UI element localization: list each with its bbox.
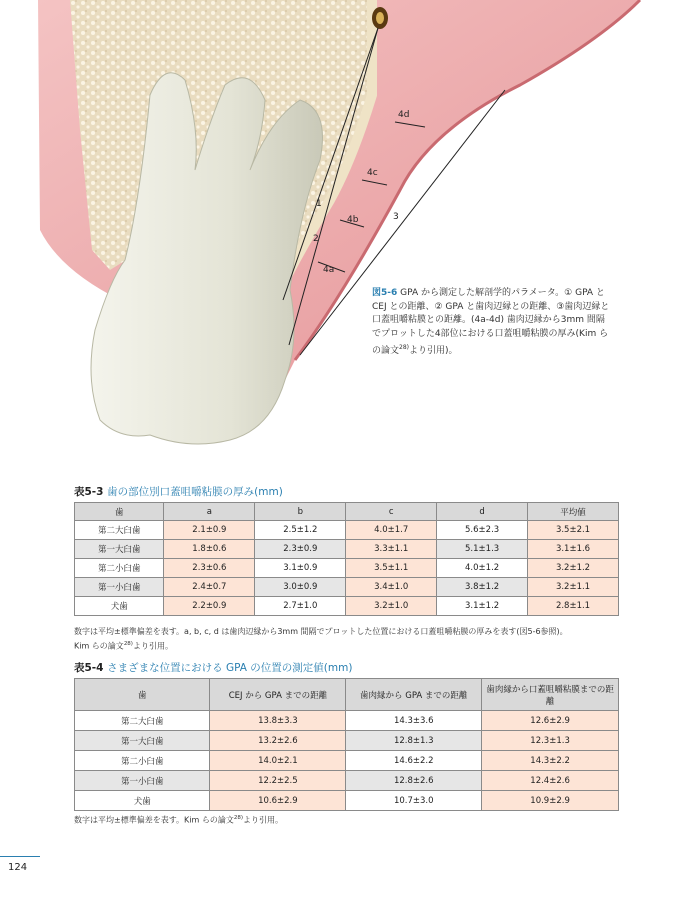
- table-cell: 14.3±3.6: [346, 711, 482, 731]
- table-cell: 12.3±1.3: [482, 731, 619, 751]
- table-row: [75, 791, 619, 811]
- table-row: [75, 711, 619, 731]
- table-cell: 犬歯: [75, 791, 210, 811]
- table-cell: 14.0±2.1: [210, 751, 346, 771]
- table1-header: 平均値: [528, 503, 619, 521]
- table-cell: 3.4±1.0: [346, 578, 437, 597]
- table-cell: 第一小臼歯: [75, 578, 164, 597]
- page-number: 124: [8, 862, 28, 873]
- table-cell: 13.2±2.6: [210, 731, 346, 751]
- table-cell: 2.8±1.1: [528, 597, 619, 616]
- table-cell: 5.1±1.3: [437, 540, 528, 559]
- table-cell: 4.0±1.2: [437, 559, 528, 578]
- table-cell: 第一小臼歯: [75, 771, 210, 791]
- table-cell: 2.4±0.7: [164, 578, 255, 597]
- label-4b: 4b: [347, 215, 359, 225]
- table-cell: 5.6±2.3: [437, 521, 528, 540]
- table-cell: 3.1±1.6: [528, 540, 619, 559]
- table-cell: 2.1±0.9: [164, 521, 255, 540]
- table2-note: 数字は平均±標準偏差を表す。Kim らの論文$^{28)}$より引用。: [74, 815, 284, 825]
- table1: [74, 502, 619, 616]
- table-cell: 犬歯: [75, 597, 164, 616]
- table-cell: 14.3±2.2: [482, 751, 619, 771]
- table-cell: 4.0±1.7: [346, 521, 437, 540]
- table-cell: 10.9±2.9: [482, 791, 619, 811]
- table2: [74, 678, 619, 811]
- table2-title: さまざまな位置における GPA の位置の測定値(mm): [107, 662, 353, 674]
- figure-caption: [372, 287, 612, 359]
- table-cell: 1.8±0.6: [164, 540, 255, 559]
- table-cell: 第二小臼歯: [75, 751, 210, 771]
- table-cell: 第一大臼歯: [75, 731, 210, 751]
- table-cell: 2.3±0.9: [255, 540, 346, 559]
- table-cell: 2.2±0.9: [164, 597, 255, 616]
- table-cell: 10.6±2.9: [210, 791, 346, 811]
- table-cell: 3.3±1.1: [346, 540, 437, 559]
- table1-header: c: [346, 503, 437, 521]
- label-4c: 4c: [367, 168, 378, 178]
- caption-ref: 28): [399, 344, 409, 351]
- table-cell: 第二大臼歯: [75, 711, 210, 731]
- caption-text: GPA から測定した解剖学的パラメータ。① GPA と CEJ との距離、② GPA と歯肉辺縁との距離、③歯肉辺縁と口蓋咀嚼粘膜との距離。(4a-4d) 歯肉辺縁から3mm 間隔でプロットした4部位における口蓋咀嚼粘膜の厚み(Kim らの論文: [372, 288, 610, 356]
- table-row: [75, 751, 619, 771]
- table-row: [75, 521, 619, 540]
- table1-number: 表5-3: [74, 486, 104, 498]
- table2-header: CEJ から GPA までの距離: [210, 679, 346, 711]
- table-cell: 3.1±1.2: [437, 597, 528, 616]
- table-cell: 第二大臼歯: [75, 521, 164, 540]
- caption-end: より引用)。: [409, 346, 458, 356]
- table-row: [75, 540, 619, 559]
- table-cell: 第二小臼歯: [75, 559, 164, 578]
- table2-header: 歯肉縁から GPA までの距離: [346, 679, 482, 711]
- table1-heading: [74, 484, 283, 499]
- table1-note-line1: 数字は平均±標準偏差を表す。a, b, c, d は歯肉辺縁から3mm 間隔でプロットした位置における口蓋咀嚼粘膜の厚みを表す(図5-6参照)。: [74, 627, 568, 636]
- table-row: [75, 559, 619, 578]
- label-4d: 4d: [398, 110, 410, 120]
- table-cell: 14.6±2.2: [346, 751, 482, 771]
- label-1: 1: [316, 199, 322, 209]
- table-cell: 12.8±1.3: [346, 731, 482, 751]
- table-cell: 2.3±0.6: [164, 559, 255, 578]
- table-cell: 10.7±3.0: [346, 791, 482, 811]
- table-cell: 12.2±2.5: [210, 771, 346, 791]
- table-row: [75, 731, 619, 751]
- table-cell: 3.2±1.0: [346, 597, 437, 616]
- label-2: 2: [313, 234, 319, 244]
- page-bar: [0, 856, 40, 857]
- table-cell: 2.5±1.2: [255, 521, 346, 540]
- table-cell: 12.8±2.6: [346, 771, 482, 791]
- table2-heading: [74, 660, 352, 675]
- table2-header: 歯肉縁から口蓋咀嚼粘膜までの距離: [482, 679, 619, 711]
- table-row: [75, 597, 619, 616]
- table-cell: 3.0±0.9: [255, 578, 346, 597]
- table2-header: 歯: [75, 679, 210, 711]
- table-cell: 3.1±0.9: [255, 559, 346, 578]
- label-4a: 4a: [323, 265, 335, 275]
- table-cell: 第一大臼歯: [75, 540, 164, 559]
- table1-note-line2: Kim らの論文$^{28)}$より引用。: [74, 641, 173, 651]
- table1-header: 歯: [75, 503, 164, 521]
- table2-number: 表5-4: [74, 662, 104, 674]
- table-cell: 12.4±2.6: [482, 771, 619, 791]
- table-cell: 3.2±1.2: [528, 559, 619, 578]
- table1-header: d: [437, 503, 528, 521]
- table-cell: 3.5±2.1: [528, 521, 619, 540]
- table1-title: 歯の部位別口蓋咀嚼粘膜の厚み(mm): [107, 486, 283, 498]
- table1-header: b: [255, 503, 346, 521]
- caption-label: 図5-6: [372, 288, 398, 298]
- table-cell: 13.8±3.3: [210, 711, 346, 731]
- table-cell: 3.5±1.1: [346, 559, 437, 578]
- table1-note: [74, 626, 634, 653]
- table-cell: 3.8±1.2: [437, 578, 528, 597]
- label-3: 3: [393, 212, 399, 222]
- table-cell: 2.7±1.0: [255, 597, 346, 616]
- table-cell: 12.6±2.9: [482, 711, 619, 731]
- table-row: [75, 771, 619, 791]
- table-row: [75, 578, 619, 597]
- table-cell: 3.2±1.1: [528, 578, 619, 597]
- table1-header: a: [164, 503, 255, 521]
